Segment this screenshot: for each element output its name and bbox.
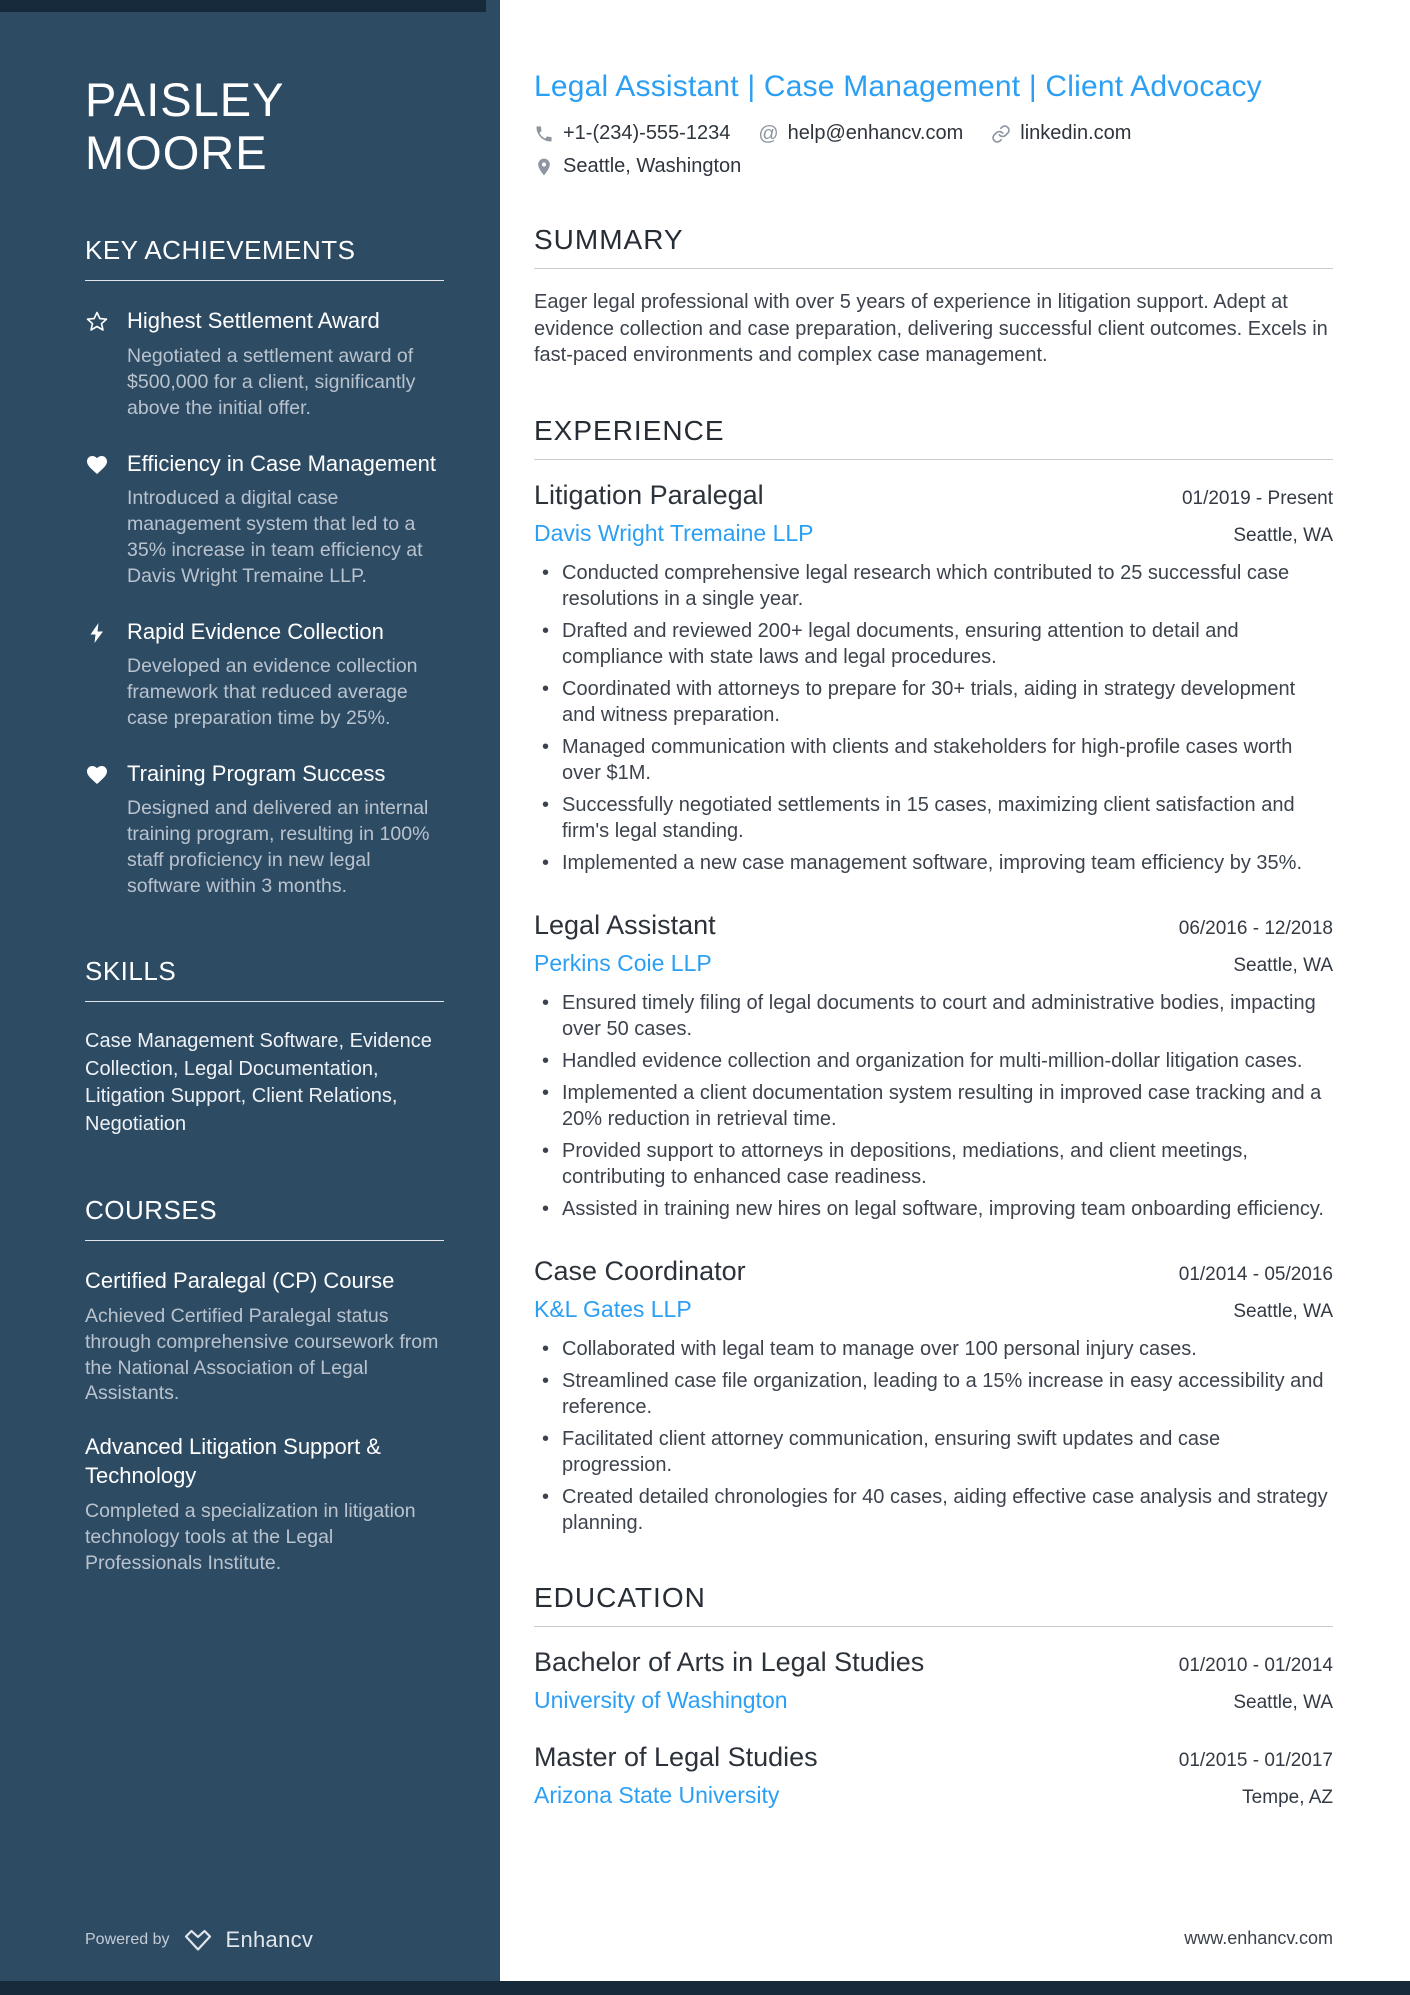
link-icon — [991, 124, 1011, 144]
sidebar-top-strip — [0, 0, 486, 12]
location-pin-icon — [534, 157, 554, 177]
bullet-item: • Ensured timely filing of legal documents to court and administrative bodies, impacting over 50 cases. — [534, 990, 1333, 1042]
job-title-row — [534, 1256, 1333, 1287]
achievement-title: Training Program Success — [127, 760, 386, 786]
job-bullets — [534, 1336, 1333, 1536]
job-bullets — [534, 560, 1333, 876]
achievement-item — [85, 450, 444, 590]
company-name: Perkins Coie LLP — [534, 949, 712, 976]
course-title: Certified Paralegal (CP) Course — [85, 1267, 395, 1293]
experience-entry — [534, 1256, 1333, 1536]
candidate-name: PAISLEY MOORE — [85, 73, 284, 179]
course-description: Completed a specialization in litigation technology tools at the Legal Professionals Institute. — [85, 1499, 416, 1574]
achievement-body — [127, 450, 444, 590]
heart-icon — [85, 760, 111, 900]
job-dates: 01/2019 - Present — [1181, 487, 1333, 509]
education-location: Seattle, WA — [1233, 1691, 1333, 1713]
courses-section — [85, 1195, 444, 1577]
school-name: University of Washington — [534, 1686, 788, 1713]
education-dates: 01/2010 - 01/2014 — [1178, 1654, 1333, 1676]
job-location: Seattle, WA — [1233, 954, 1333, 976]
education-heading: EDUCATION — [534, 1582, 1333, 1627]
school-name: Arizona State University — [534, 1781, 780, 1808]
sidebar-content — [0, 0, 500, 1952]
bullet-item: • Conducted comprehensive legal research which contributed to 25 successful case resolutions in a single year. — [534, 560, 1333, 612]
job-title: Litigation Paralegal — [534, 479, 764, 510]
skills-section — [85, 956, 444, 1138]
achievement-title: Highest Settlement Award — [127, 308, 380, 334]
achievement-description: Introduced a digital case management system that led to a 35% increase in team efficiency at Davis Wright Tremaine LLP. — [127, 487, 423, 587]
bullet-item: • Drafted and reviewed 200+ legal documents, ensuring attention to detail and compliance with state laws and legal procedures. — [534, 618, 1333, 670]
achievement-body — [127, 307, 444, 421]
bullet-item: • Assisted in training new hires on legal software, improving team onboarding efficiency. — [534, 1196, 1333, 1222]
course-item — [85, 1433, 444, 1576]
email-contact[interactable] — [758, 122, 963, 145]
bullet-item: • Streamlined case file organization, leading to a 15% increase in easy accessibility and reference. — [534, 1368, 1333, 1420]
location-contact — [534, 155, 741, 178]
enhancv-logo-icon — [183, 1927, 213, 1953]
at-icon: @ — [758, 122, 779, 145]
experience-entry — [534, 910, 1333, 1222]
school-row — [534, 1782, 1333, 1809]
job-title-row — [534, 910, 1333, 941]
experience-heading: EXPERIENCE — [534, 415, 1333, 460]
email-text: help@enhancv.com — [787, 122, 964, 144]
phone-text: +1-(234)-555-1234 — [563, 122, 731, 144]
courses-heading: COURSES — [85, 1195, 444, 1241]
key-achievements-heading: KEY ACHIEVEMENTS — [85, 235, 444, 281]
bullet-item: • Provided support to attorneys in depositions, mediations, and client meetings, contributing to enhanced case readiness. — [534, 1138, 1333, 1190]
achievement-description: Developed an evidence collection framework that reduced average case preparation time by 25%. — [127, 655, 418, 730]
bolt-icon — [85, 618, 111, 732]
job-dates: 01/2014 - 05/2016 — [1178, 1263, 1333, 1285]
powered-by — [85, 1927, 313, 1953]
skills-heading: SKILLS — [85, 956, 444, 1002]
bullet-item: • Implemented a new case management software, improving team efficiency by 35%. — [534, 850, 1333, 876]
achievement-item — [85, 307, 444, 421]
linkedin-contact[interactable] — [991, 122, 1131, 145]
achievement-item — [85, 760, 444, 900]
bullet-item: • Managed communication with clients and stakeholders for high-profile cases worth over $1M. — [534, 734, 1333, 786]
course-title: Advanced Litigation Support & Technology — [85, 1434, 381, 1488]
course-description: Achieved Certified Paralegal status through comprehensive coursework from the National Association of Legal Assistants. — [85, 1304, 439, 1405]
bullet-item: • Coordinated with attorneys to prepare for 30+ trials, aiding in strategy development and witness preparation. — [534, 676, 1333, 728]
heart-icon — [85, 450, 111, 590]
job-location: Seattle, WA — [1233, 524, 1333, 546]
education-entry — [534, 1742, 1333, 1809]
job-company-row — [534, 520, 1333, 547]
bullet-item: • Collaborated with legal team to manage over 100 personal injury cases. — [534, 1336, 1333, 1362]
summary-section — [534, 224, 1333, 369]
degree-title: Master of Legal Studies — [534, 1741, 818, 1772]
contact-row — [534, 122, 1333, 145]
achievement-body — [127, 618, 444, 732]
achievement-item — [85, 618, 444, 732]
location-text: Seattle, Washington — [563, 155, 742, 177]
achievement-description: Designed and delivered an internal training program, resulting in 100% staff proficiency in new legal software within 3 months. — [127, 797, 430, 898]
degree-title: Bachelor of Arts in Legal Studies — [534, 1646, 925, 1677]
education-section — [534, 1582, 1333, 1809]
enhancv-brand-name: Enhancv — [225, 1927, 314, 1952]
bullet-item: • Facilitated client attorney communication, ensuring swift updates and case progression. — [534, 1426, 1333, 1478]
star-icon — [85, 307, 111, 421]
education-location: Tempe, AZ — [1242, 1786, 1333, 1808]
education-entry — [534, 1647, 1333, 1714]
company-name: K&L Gates LLP — [534, 1295, 692, 1322]
course-item — [85, 1267, 444, 1408]
bullet-item: • Created detailed chronologies for 40 cases, aiding effective case analysis and strategy planning. — [534, 1484, 1333, 1536]
contact-row — [534, 155, 1333, 178]
job-title-row — [534, 480, 1333, 511]
summary-heading: SUMMARY — [534, 224, 1333, 269]
degree-row — [534, 1742, 1333, 1773]
bullet-item: • Implemented a client documentation system resulting in improved case tracking and a 20% reduction in retrieval time. — [534, 1080, 1333, 1132]
school-row — [534, 1687, 1333, 1714]
summary-text: Eager legal professional with over 5 years of experience in litigation support. Adept at evidence collection and case preparation, delivering successful client outcomes. Excels in fast-paced environments and complex case management. — [534, 291, 1328, 367]
bottom-strip — [0, 1981, 1410, 1995]
achievement-title: Efficiency in Case Management — [127, 450, 436, 476]
experience-section — [534, 415, 1333, 1536]
bullet-item: • Handled evidence collection and organization for multi-million-dollar litigation cases. — [534, 1048, 1333, 1074]
achievement-description: Negotiated a settlement award of $500,000 for a client, significantly above the initial offer. — [127, 344, 416, 419]
job-bullets — [534, 990, 1333, 1222]
powered-by-label: Powered by — [85, 1931, 170, 1948]
key-achievements-section — [85, 235, 444, 900]
linkedin-text: linkedin.com — [1020, 122, 1132, 144]
job-company-row — [534, 1296, 1333, 1323]
achievement-body — [127, 760, 444, 900]
bullet-item: • Successfully negotiated settlements in 15 cases, maximizing client satisfaction and firm's legal standing. — [534, 792, 1333, 844]
job-title: Case Coordinator — [534, 1255, 746, 1286]
main-content — [500, 0, 1410, 1995]
job-dates: 06/2016 - 12/2018 — [1178, 917, 1333, 939]
job-company-row — [534, 950, 1333, 977]
enhancv-site-url[interactable]: www.enhancv.com — [1184, 1928, 1333, 1948]
education-dates: 01/2015 - 01/2017 — [1178, 1749, 1333, 1771]
headline: Legal Assistant | Case Management | Client Advocacy — [534, 70, 1262, 103]
company-name: Davis Wright Tremaine LLP — [534, 519, 814, 546]
degree-row — [534, 1647, 1333, 1678]
job-title: Legal Assistant — [534, 909, 716, 940]
skills-list: Case Management Software, Evidence Collection, Legal Documentation, Litigation Support, Client Relations, Negotiation — [85, 1030, 432, 1135]
phone-icon — [534, 124, 554, 144]
sidebar — [0, 0, 500, 1995]
phone-contact — [534, 122, 730, 145]
job-location: Seattle, WA — [1233, 1300, 1333, 1322]
experience-entry — [534, 480, 1333, 876]
achievement-title: Rapid Evidence Collection — [127, 618, 384, 644]
resume-header — [534, 70, 1333, 178]
